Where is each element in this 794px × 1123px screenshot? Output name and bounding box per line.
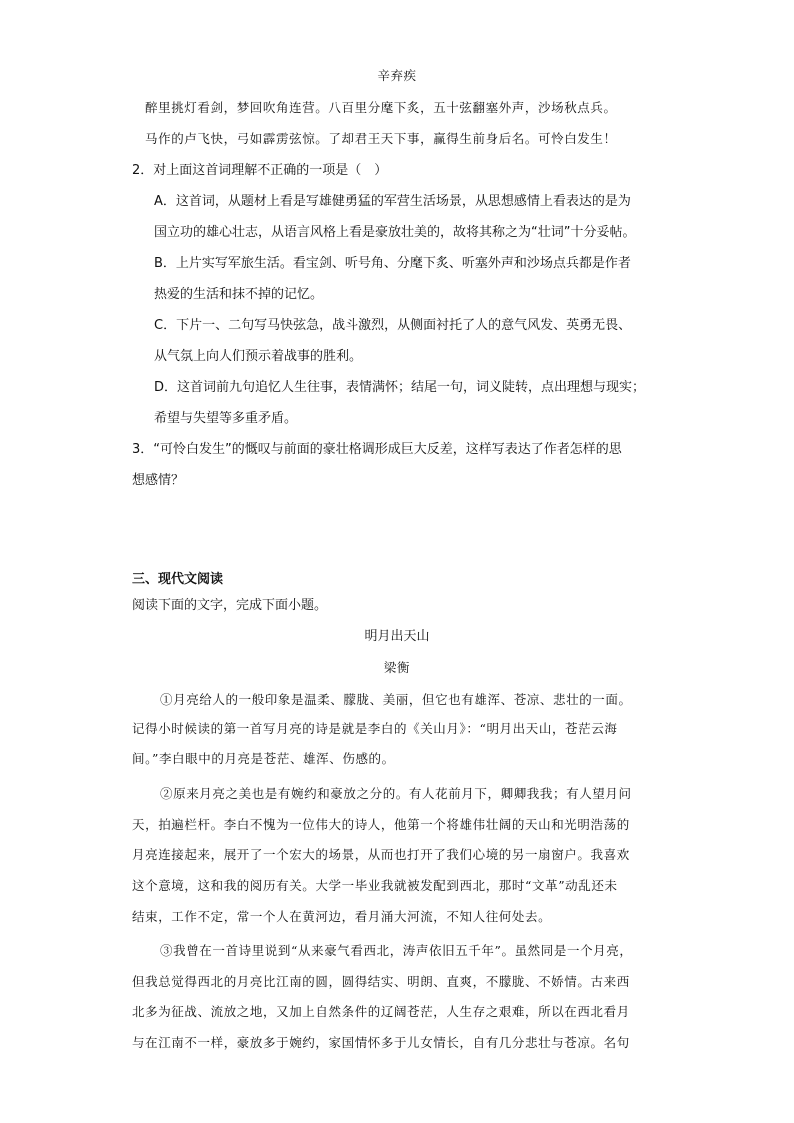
paragraph-3-line: 与在江南不一样，豪放多于婉约，家国情怀多于儿女情长，自有几分悲壮与苍凉。名句 [132, 1035, 630, 1050]
option-b-line-1: B．上片实写军旅生活。看宝剑、听号角、分麾下炙、听塞外声和沙场点兵都是作者 [154, 256, 631, 271]
question-3-line-1: 3．“可怜白发生”的慨叹与前面的豪壮格调形成巨大反差，这样写表达了作者怎样的思 [132, 442, 622, 457]
question-2-stem: 2．对上面这首词理解不正确的一项是（ ） [132, 163, 388, 178]
option-a-line-2: 国立功的雄心壮志，从语言风格上看是豪放壮美的，故将其称之为“壮词”十分妥帖。 [154, 225, 636, 240]
poem-line-2: 马作的卢飞快，弓如霹雳弦惊。了却君王天下事，赢得生前身后名。可怜白发生！ [145, 131, 617, 146]
paragraph-2-line: 月亮连接起来，展开了一个宏大的场景，从而也打开了我们心境的另一扇窗户。我喜欢 [132, 847, 630, 862]
article-author: 梁衡 [383, 660, 411, 675]
option-c-line-1: C．下片一、二句写马快弦急，战斗激烈，从侧面衬托了人的意气风发、英勇无畏、 [154, 318, 632, 333]
paragraph-1-line: ①月亮给人的一般印象是温柔、朦胧、美丽，但它也有雄浑、苍凉、悲壮的一面。 [160, 692, 632, 707]
option-d-line-2: 希望与失望等多重矛盾。 [154, 411, 298, 426]
option-d-line-1: D．这首词前九句追忆人生往事，表情满怀；结尾一句，词义陡转，点出理想与现实； [154, 380, 646, 395]
question-3-line-2: 想感情？ [132, 473, 185, 488]
paragraph-3-line: 但我总觉得西北的月亮比江南的圆，圆得结实、明朗、直爽，不朦胧、不娇情。古来西 [132, 974, 630, 989]
paragraph-2-line: 天，拍遍栏杆。李白不愧为一位伟大的诗人，他第一个将雄伟壮阔的天山和光明浩荡的 [132, 817, 630, 832]
paragraph-2-line: ②原来月亮之美也是有婉约和豪放之分的。有人花前月下，卿卿我我；有人望月问 [160, 786, 632, 801]
paragraph-1-line: 记得小时候读的第一首写月亮的诗是就是李白的《关山月》：“明月出天山，苍茫云海 [132, 721, 618, 736]
section-instruction: 阅读下面的文字，完成下面小题。 [132, 598, 328, 613]
section-heading: 三、现代文阅读 [132, 572, 224, 587]
article-title: 明月出天山 [364, 629, 430, 644]
paragraph-2-line: 这个意境，这和我的阅历有关。大学一毕业我就被发配到西北，那时“文革”动乱还未 [132, 878, 618, 893]
poem-line-1: 醉里挑灯看剑，梦回吹角连营。八百里分麾下炙，五十弦翻塞外声，沙场秋点兵。 [145, 100, 617, 115]
paragraph-2-line: 结束，工作不定，常一个人在黄河边，看月涌大河流，不知人往何处去。 [132, 909, 552, 924]
paragraph-3-line: ③我曾在一首诗里说到“从来豪气看西北，涛声依旧五千年”。虽然同是一个月亮， [160, 943, 633, 958]
paragraph-3-line: 北多为征战、流放之地，又加上自然条件的辽阔苍茫，人生存之艰难，所以在西北看月 [132, 1004, 630, 1019]
paragraph-1-line: 间。”李白眼中的月亮是苍茫、雄浑、伤感的。 [132, 751, 395, 766]
option-a-line-1: A．这首词，从题材上看是写雄健勇猛的军营生活场景，从思想感情上看表达的是为 [154, 194, 631, 209]
option-c-line-2: 从气氛上向人们预示着战事的胜利。 [154, 349, 363, 364]
poem-author: 辛弃疾 [377, 68, 417, 83]
option-b-line-2: 热爱的生活和抹不掉的记忆。 [154, 287, 324, 302]
